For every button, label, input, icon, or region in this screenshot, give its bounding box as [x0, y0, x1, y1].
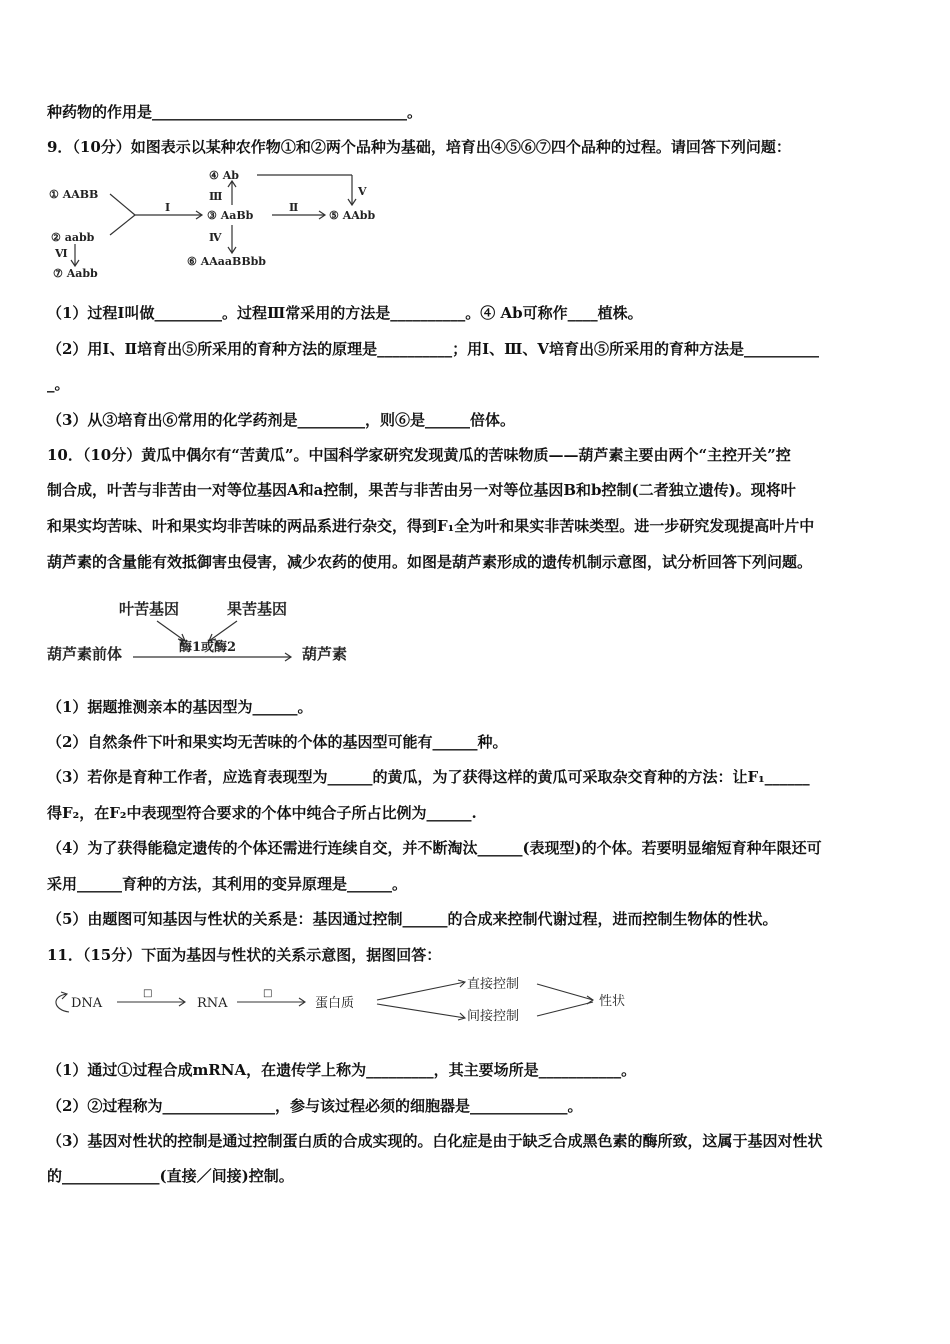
- q9-stem: 9．（10分）如图表示以某种农作物①和②两个品种为基础，培育出④⑤⑥⑦四个品种的过程。请回答下列问题：: [47, 138, 791, 156]
- q10-part3-cont: 得F₂，在F₂中表现型符合要求的个体中纯合子所占比例为______.: [47, 804, 477, 822]
- q11-process-1: □: [143, 988, 153, 999]
- q11-rna: RNA: [197, 996, 228, 1011]
- q10-part4: （4）为了获得能稳定遗传的个体还需进行连续自交，并不断淘汰______(表现型)的个体。若要明显缩短育种年限还可: [47, 839, 822, 857]
- q10-stem-line-4: 葫芦素的含量能有效抵御害虫侵害，减少农药的使用。如图是葫芦素形成的遗传机制示意图，试分析回答下列问题。: [47, 553, 813, 571]
- q10-stem-line-2: 制合成，叶苦与非苦由一对等位基因A和a控制，果苦与非苦由另一对等位基因B和b控制(二者独立遗传)。现将叶: [47, 481, 796, 499]
- q10-part2: （2）自然条件下叶和果实均无苦味的个体的基因型可能有______种。: [47, 733, 508, 751]
- q9-variety-5: ⑤ AAbb: [329, 209, 376, 222]
- q9-process-VI: Ⅵ: [55, 247, 68, 260]
- q9-process-II: Ⅱ: [289, 201, 299, 214]
- q10-part3: （3）若你是育种工作者，应选育表现型为______的黄瓜，为了获得这样的黄瓜可采取杂交育种的方法：让F₁______: [47, 768, 810, 786]
- q10-product: 葫芦素: [302, 645, 348, 663]
- q9-variety-2: ② aabb: [51, 231, 95, 244]
- q9-part2-tail: _。: [47, 375, 70, 393]
- q9-process-V: Ⅴ: [358, 185, 367, 198]
- q10-cucurbitacin-diagram: [47, 595, 367, 665]
- q9-part3: （3）从③培育出⑥常用的化学药剂是_________，则⑥是______倍体。: [47, 411, 515, 429]
- q10-leaf-bitter-gene: 叶苦基因: [119, 600, 180, 618]
- q9-variety-1: ① AABB: [49, 188, 99, 201]
- q8-tail-line: 种药物的作用是__________________________________。: [47, 103, 423, 121]
- q9-process-III: Ⅲ: [209, 190, 223, 203]
- q11-stem: 11．（15分）下面为基因与性状的关系示意图，据图回答：: [47, 946, 442, 964]
- q9-breeding-diagram: [47, 165, 407, 285]
- q9-process-IV: Ⅳ: [209, 231, 222, 244]
- q9-variety-4: ④ Ab: [209, 169, 239, 182]
- q9-part1: （1）过程Ⅰ叫做_________。过程Ⅲ常采用的方法是__________。④ Ab可称作____植株。: [47, 304, 643, 322]
- q10-enzyme-label: 酶1或酶2: [179, 640, 237, 655]
- q9-process-I: Ⅰ: [165, 201, 171, 214]
- q11-trait: 性状: [599, 994, 626, 1009]
- q10-part4-cont: 采用______育种的方法，其利用的变异原理是______。: [47, 875, 408, 893]
- q11-dna: DNA: [71, 996, 103, 1011]
- q11-direct-control: 直接控制: [467, 977, 520, 992]
- q11-part1: （1）通过①过程合成mRNA，在遗传学上称为_________，其主要场所是___________。: [47, 1061, 637, 1079]
- q10-part1: （1）据题推测亲本的基因型为______。: [47, 698, 313, 716]
- q10-fruit-bitter-gene: 果苦基因: [227, 600, 288, 618]
- q9-part2: （2）用Ⅰ、Ⅱ培育出⑤所采用的育种方法的原理是__________；用Ⅰ、Ⅲ、Ⅴ培育出⑤所采用的育种方法是__________: [47, 340, 820, 358]
- q11-part2: （2）②过程称为_______________，参与该过程必须的细胞器是_____________。: [47, 1097, 583, 1115]
- q10-part5: （5）由题图可知基因与性状的关系是：基因通过控制______的合成来控制代谢过程，进而控制生物体的性状。: [47, 910, 778, 928]
- q11-part3-cont: 的_____________(直接／间接)控制。: [47, 1167, 294, 1185]
- q10-stem-line-1: 10．（10分）黄瓜中偶尔有“苦黄瓜”。中国科学家研究发现黄瓜的苦味物质——葫芦素主要由两个“主控开关”控: [47, 446, 791, 464]
- q10-stem-line-3: 和果实均苦味、叶和果实均非苦味的两品系进行杂交，得到F₁全为叶和果实非苦味类型。进一步研究发现提高叶片中: [47, 517, 815, 535]
- q11-part3: （3）基因对性状的控制是通过控制蛋白质的合成实现的。白化症是由于缺乏合成黑色素的酶所致，这属于基因对性状: [47, 1132, 823, 1150]
- q9-variety-6: ⑥ AAaaBBbb: [187, 255, 266, 268]
- q9-variety-7: ⑦ Aabb: [53, 267, 98, 280]
- q11-process-2: □: [263, 988, 273, 999]
- q10-precursor: 葫芦素前体: [47, 645, 123, 663]
- q11-gene-trait-diagram: [47, 972, 647, 1027]
- q9-variety-3: ③ AaBb: [207, 209, 254, 222]
- q11-protein: 蛋白质: [315, 996, 355, 1011]
- q11-indirect-control: 间接控制: [467, 1009, 520, 1024]
